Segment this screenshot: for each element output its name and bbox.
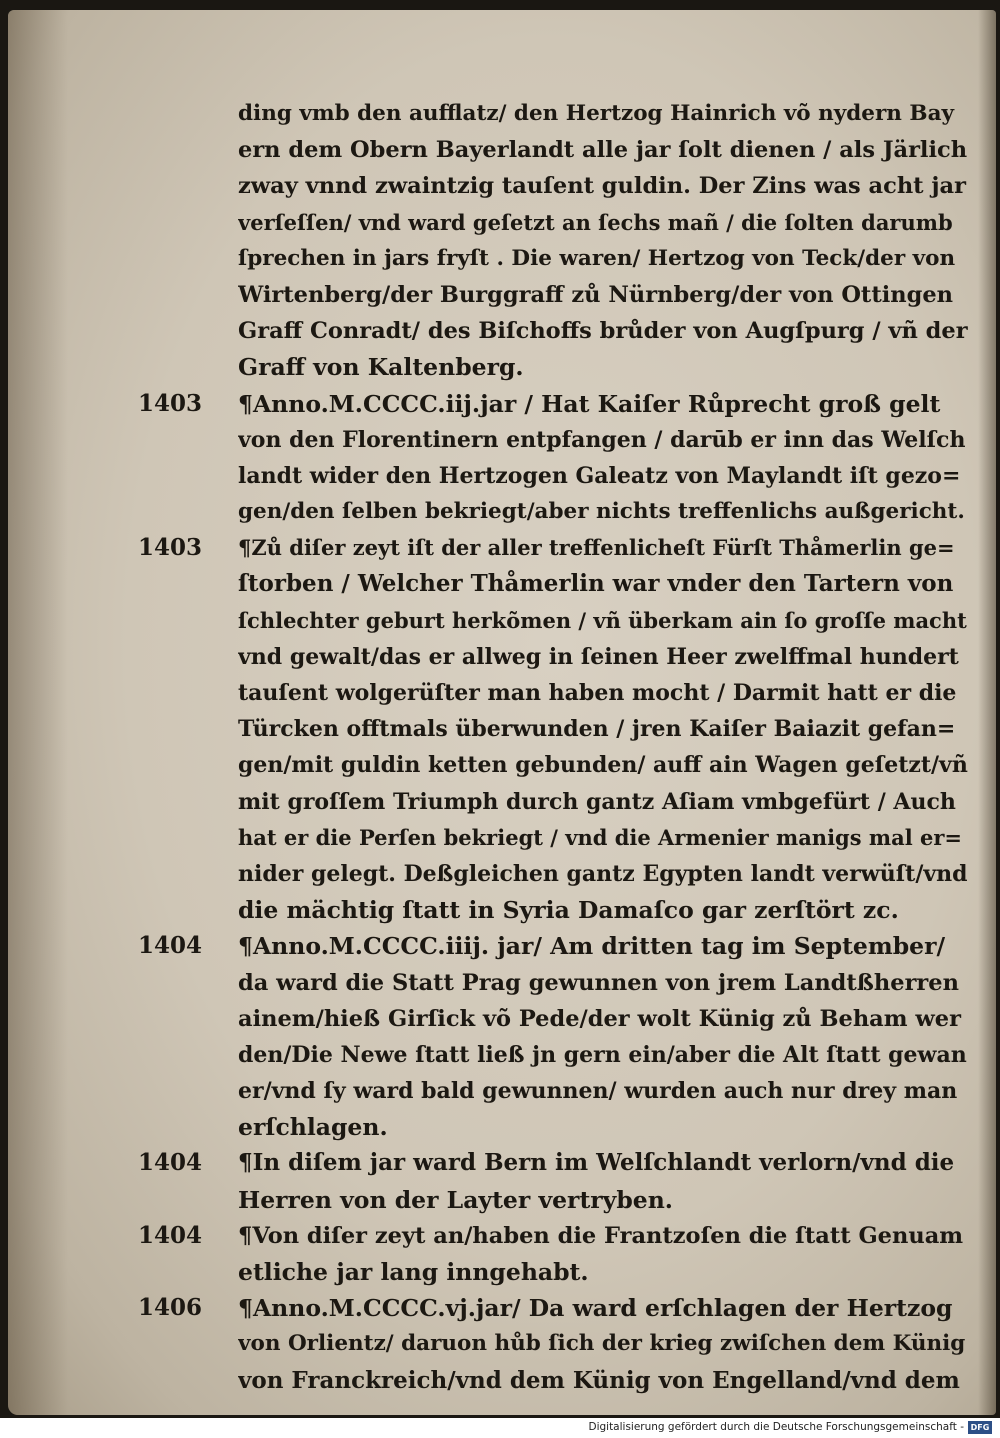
year-marginal-note: 1404 — [138, 932, 203, 960]
year-marginal-note: 1406 — [138, 1294, 203, 1322]
year-marginal-note: 1404 — [138, 1221, 203, 1249]
text-line: landt wider den Hertzogen Galeatz von Maylandt iſt gezo= — [238, 462, 961, 489]
text-line: die mächtig ſtatt in Syria Damaſco gar zerſtört zc. — [238, 896, 899, 925]
text-line: den/Die Newe ſtatt ließ jn gern ein/aber die Alt ſtatt gewan — [238, 1041, 967, 1068]
year-marginal-note: 1403 — [138, 389, 203, 417]
text-line: Türcken offtmals überwunden / jren Kaiſer Baiazit gefan= — [238, 716, 956, 743]
text-line: vnd gewalt/das er allweg in ſeinen Heer zwelffmal hundert — [238, 643, 959, 670]
text-line: mit groſſem Triumph durch gantz Aſiam vmbgefürt / Auch — [238, 788, 956, 815]
text-line: ſprechen in jars fryſt . Die waren/ Hertzog von Teck/der von — [238, 245, 956, 271]
text-line: Graff von Kaltenberg. — [238, 353, 524, 382]
chronicle-entry — [138, 1218, 968, 1290]
text-line: ¶Von diſer zeyt an/haben die Frantzoſen die ſtatt Genuam — [238, 1222, 964, 1249]
text-line: gen/mit guldin ketten gebunden/ auff ain Wagen geſetzt/vñ — [238, 752, 968, 779]
page-text — [138, 96, 968, 1399]
text-line: zway vnnd zwaintzig tauſent guldin. Der Zins was acht jar — [238, 173, 966, 200]
text-line: Wirtenberg/der Burggraff zů Nürnberg/der von Ottingen — [238, 281, 954, 308]
dfg-logo-icon: DFG — [968, 1421, 992, 1434]
text-line: von Orlientz/ daruon hůb ſich der krieg zwiſchen dem Künig — [238, 1331, 966, 1357]
text-line: ¶Anno.M.CCCC.vj.jar/ Da ward erſchlagen der Hertzog — [238, 1294, 953, 1323]
text-line: ¶Anno.M.CCCC.iiij. jar/ Am dritten tag im September/ — [238, 932, 946, 961]
chronicle-entry — [138, 1145, 968, 1217]
chronicle-entry — [138, 386, 968, 531]
digitization-footer — [0, 1418, 1000, 1438]
text-line: etliche jar lang inngehabt. — [238, 1258, 589, 1286]
text-line: Graff Conradt/ des Biſchoffs brůder von Augſpurg / vñ der — [238, 318, 968, 345]
text-line: ding vmb den aufflatz/ den Hertzog Hainrich võ nydern Bay — [238, 101, 955, 126]
text-line: da ward die Statt Prag gewunnen von jrem Landtßherren — [238, 969, 959, 996]
text-line: Herren von der Layter vertryben. — [238, 1185, 673, 1214]
text-line: er/vnd ſy ward bald gewunnen/ wurden auch nur drey man — [238, 1078, 958, 1105]
text-line: ¶Anno.M.CCCC.iij.jar / Hat Kaiſer Růprecht groß gelt — [238, 389, 941, 418]
text-line: ſtorben / Welcher Thåmerlin war vnder den Tartern von — [238, 570, 954, 598]
text-line: ern dem Obern Bayerlandt alle jar ſolt dienen / als Järlich — [238, 137, 968, 164]
text-line: gen/den ſelben bekriegt/aber nichts treffenlichs außgericht. — [238, 499, 965, 525]
text-line: ainem/hieß Girſick võ Pede/der wolt Künig zů Beham wer — [238, 1005, 961, 1032]
funding-credit: Digitalisierung gefördert durch die Deutsche Forschungsgemeinschaft - — [588, 1421, 964, 1433]
text-line: tauſent wolgerüſter man haben mocht / Darmit hatt er die — [238, 680, 957, 706]
continuation-paragraph — [138, 96, 968, 386]
text-line: ſchlechter geburt herkõmen / vñ überkam ain ſo groſſe macht — [238, 607, 967, 633]
chronicle-entry — [138, 530, 968, 928]
text-line: von den Florentinern entpfangen / darūb er inn das Welſch — [238, 426, 966, 453]
text-line: verſeſſen/ vnd ward geſetzt an ſechs mañ / die ſolten darumb — [238, 209, 953, 235]
text-line: von Franckreich/vnd dem Künig von Engelland/vnd dem — [238, 1366, 960, 1394]
year-marginal-note: 1404 — [138, 1149, 203, 1177]
chronicle-entry — [138, 928, 968, 1145]
text-line: hat er die Perſen bekriegt / vnd die Armenier manigs mal er= — [238, 824, 962, 850]
text-line: ¶In diſem jar ward Bern im Welſchlandt verlorn/vnd die — [238, 1149, 955, 1177]
book-page — [8, 10, 996, 1415]
text-line: erſchlagen. — [238, 1113, 388, 1142]
text-line: nider gelegt. Deßgleichen gantz Egypten landt verwüſt/vnd — [238, 860, 968, 887]
year-marginal-note: 1403 — [138, 534, 203, 562]
chronicle-entry — [138, 1290, 968, 1399]
text-line: ¶Zů diſer zeyt iſt der aller treffenlicheſt Fürſt Thåmerlin ge= — [238, 535, 955, 561]
